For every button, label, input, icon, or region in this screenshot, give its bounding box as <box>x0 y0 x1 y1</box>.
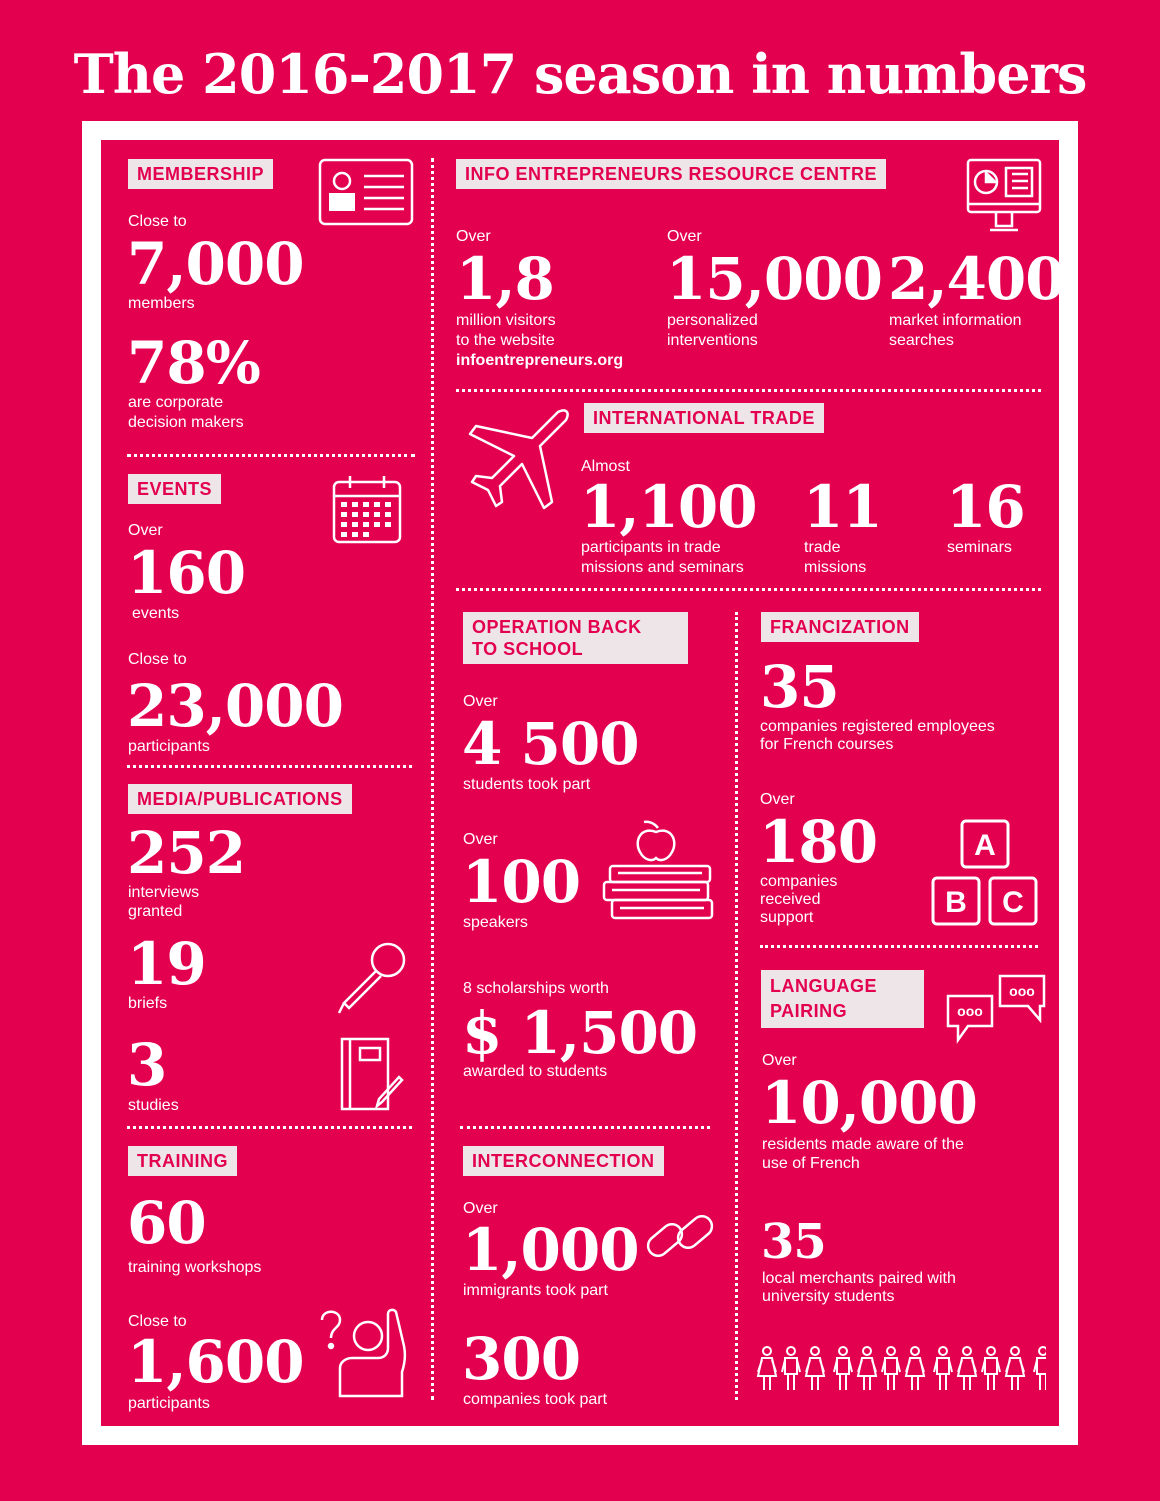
merchants-label: local merchants paired with university students <box>762 1270 956 1305</box>
section-header-info-entrepreneurs: INFO ENTREPRENEURS RESOURCE CENTRE <box>456 159 886 189</box>
training-participants-prefix: Close to <box>128 1313 187 1330</box>
interventions-label: personalized interventions <box>667 312 758 349</box>
scholarships-amount: $ 1,500 <box>462 999 698 1067</box>
column-divider-main <box>431 158 434 1400</box>
notebook-pencil-icon <box>338 1036 406 1112</box>
immigrants-prefix: Over <box>463 1200 498 1217</box>
chat-dots-text: ooo <box>957 1003 983 1019</box>
speakers-count: 100 <box>462 848 581 916</box>
participants-count: 23,000 <box>127 672 343 740</box>
supported-companies-prefix: Over <box>760 791 795 808</box>
section-header-francization: FRANCIZATION <box>761 612 919 642</box>
studies-count: 3 <box>127 1031 167 1099</box>
section-header-training: TRAINING <box>128 1146 237 1176</box>
francization-companies-label: companies registered employees for French courses <box>760 718 995 753</box>
seminars-label: seminars <box>947 539 1012 556</box>
divider <box>460 1126 710 1129</box>
training-participants-count: 1,600 <box>127 1328 304 1396</box>
market-searches-count: 2,400 <box>888 245 1065 313</box>
speakers-label: speakers <box>463 914 528 931</box>
divider <box>127 765 412 768</box>
trade-missions-label: trade missions <box>804 539 867 576</box>
person-icon <box>834 1347 852 1390</box>
calendar-icon <box>332 474 402 544</box>
abc-blocks-icon <box>930 818 1042 928</box>
divider <box>760 945 1038 948</box>
membership-prefix: Close to <box>128 213 187 230</box>
divider <box>456 588 1041 591</box>
microphone-icon <box>336 940 408 1016</box>
residents-count: 10,000 <box>761 1069 977 1137</box>
website-visitors-count: 1,8 <box>456 245 554 313</box>
person-icon <box>934 1347 952 1390</box>
column-divider-right <box>735 612 738 1400</box>
person-icon <box>958 1347 976 1390</box>
participants-label: participants <box>128 738 210 755</box>
immigrants-label: immigrants took part <box>463 1282 608 1299</box>
trade-missions-count: 11 <box>803 473 882 541</box>
website-visitors-label: million visitors to the website infoentrepreneurs.org <box>456 312 624 369</box>
person-icon <box>982 1347 1000 1390</box>
speakers-prefix: Over <box>463 831 498 848</box>
francization-companies-count: 35 <box>760 653 839 721</box>
section-header-interconnection: INTERCONNECTION <box>463 1146 664 1176</box>
website-visitors-prefix: Over <box>456 228 491 245</box>
scholarships-prefix: 8 scholarships worth <box>463 980 609 997</box>
books-apple-icon <box>600 818 718 926</box>
person-icon <box>782 1347 800 1390</box>
membership-count: 7,000 <box>127 230 304 298</box>
person-icon <box>906 1347 924 1390</box>
training-participants-label: participants <box>128 1395 210 1412</box>
events-count: 160 <box>127 539 246 607</box>
divider <box>127 454 415 457</box>
immigrants-count: 1,000 <box>462 1216 639 1284</box>
block-letter-a: A <box>974 829 996 862</box>
studies-label: studies <box>128 1097 179 1114</box>
market-searches-label: market information searches <box>889 312 1022 349</box>
question-chair-icon <box>318 1306 410 1398</box>
divider <box>456 389 1041 392</box>
interventions-prefix: Over <box>667 228 702 245</box>
interviews-count: 252 <box>127 819 246 887</box>
section-header-media: MEDIA/PUBLICATIONS <box>128 784 352 814</box>
person-icon <box>1006 1347 1024 1390</box>
section-header-membership: MEMBERSHIP <box>128 159 273 189</box>
merchants-count: 35 <box>761 1214 826 1270</box>
companies-label: companies took part <box>463 1391 608 1408</box>
participants-prefix: Close to <box>128 651 187 668</box>
events-label: events <box>132 605 180 622</box>
corporate-label: are corporate decision makers <box>128 394 244 431</box>
briefs-label: briefs <box>128 995 168 1012</box>
block-letter-b: B <box>945 886 967 919</box>
person-icon <box>806 1347 824 1390</box>
airplane-icon <box>462 406 572 516</box>
membership-label: members <box>128 295 195 312</box>
person-icon <box>758 1347 776 1390</box>
page-title: The 2016-2017 season in numbers <box>73 42 1087 106</box>
website-link[interactable]: infoentrepreneurs.org <box>456 352 624 369</box>
chat-dots-text: ooo <box>1009 983 1035 999</box>
events-prefix: Over <box>128 522 163 539</box>
supported-companies-label: companies received support <box>760 873 838 926</box>
people-row-icon <box>756 1344 1046 1394</box>
section-header-events: EVENTS <box>128 474 221 504</box>
block-letter-c: C <box>1002 886 1024 919</box>
students-prefix: Over <box>463 693 498 710</box>
seminars-count: 16 <box>946 473 1025 541</box>
residents-label: residents made aware of the use of French <box>762 1136 964 1172</box>
corporate-percent: 78% <box>127 329 260 397</box>
person-icon <box>858 1347 876 1390</box>
person-icon <box>1034 1347 1046 1390</box>
section-header-international-trade: INTERNATIONAL TRADE <box>584 403 824 433</box>
computer-chart-icon <box>966 158 1042 234</box>
companies-count: 300 <box>462 1325 581 1393</box>
scholarships-label: awarded to students <box>463 1063 608 1080</box>
workshops-label: training workshops <box>128 1259 262 1276</box>
divider <box>127 1126 412 1129</box>
interviews-label: interviews granted <box>128 884 200 920</box>
trade-participants-prefix: Almost <box>581 458 630 475</box>
students-label: students took part <box>463 776 591 793</box>
residents-prefix: Over <box>762 1052 797 1069</box>
section-header-back-to-school: OPERATION BACK TO SCHOOL <box>463 612 688 664</box>
chain-link-icon <box>644 1204 718 1270</box>
students-count: 4 500 <box>462 710 639 778</box>
interventions-count: 15,000 <box>666 245 882 313</box>
workshops-count: 60 <box>127 1189 206 1257</box>
supported-companies-count: 180 <box>759 808 878 876</box>
person-icon <box>882 1347 900 1390</box>
briefs-count: 19 <box>127 930 206 998</box>
trade-participants-label: participants in trade missions and seminars <box>581 539 744 576</box>
section-header-language-pairing: LANGUAGE PAIRING <box>761 970 924 1028</box>
id-card-icon <box>318 158 414 226</box>
trade-participants-count: 1,100 <box>580 473 757 541</box>
chat-bubbles-icon <box>944 972 1050 1044</box>
